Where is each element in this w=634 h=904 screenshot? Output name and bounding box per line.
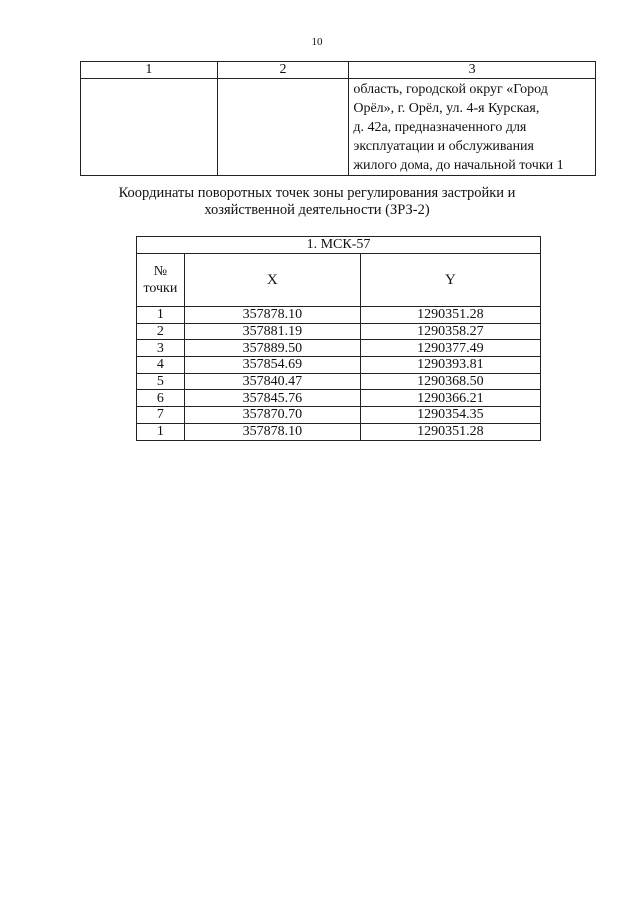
point-number: 3 [137, 340, 185, 357]
table-row [137, 407, 541, 424]
y-header: Y [360, 254, 540, 307]
point-number: 4 [137, 357, 185, 374]
table-row [137, 340, 541, 357]
y-coordinate: 1290351.28 [360, 423, 540, 440]
x-coordinate: 357845.76 [184, 390, 360, 407]
x-coordinate: 357878.10 [184, 423, 360, 440]
point-number-header: № точки [137, 254, 185, 307]
table-row [137, 307, 541, 324]
boundary-description-text: область, городской округ «Город Орёл», г. Орёл, ул. 4-я Курская, д. 42а, предназначенного для эксплуатации и обслуживания жилого дома, до начальной точки 1 [353, 82, 564, 173]
y-coordinate: 1290351.28 [360, 307, 540, 324]
x-coordinate: 357854.69 [184, 357, 360, 374]
continuation-table-header-row [81, 62, 596, 79]
continuation-table-row [81, 79, 596, 176]
continuation-cell-2 [217, 79, 349, 176]
point-number: 5 [137, 373, 185, 390]
table-row [137, 390, 541, 407]
continuation-cell-3 [349, 79, 596, 176]
x-header: X [184, 254, 360, 307]
coordinates-table [136, 236, 541, 441]
table-row [137, 357, 541, 374]
y-coordinate: 1290366.21 [360, 390, 540, 407]
y-coordinate: 1290368.50 [360, 373, 540, 390]
continuation-table [80, 61, 596, 176]
table-row [137, 323, 541, 340]
continuation-cell-1 [81, 79, 218, 176]
point-number: 2 [137, 323, 185, 340]
section-title: Координаты поворотных точек зоны регулирования застройки и хозяйственной деятельности (ЗРЗ-2) [118, 185, 516, 218]
column-header-2: 2 [217, 62, 349, 79]
x-coordinate: 357870.70 [184, 407, 360, 424]
point-number: 6 [137, 390, 185, 407]
y-coordinate: 1290358.27 [360, 323, 540, 340]
x-coordinate: 357881.19 [184, 323, 360, 340]
x-coordinate: 357889.50 [184, 340, 360, 357]
column-header-1: 1 [81, 62, 218, 79]
point-number: 7 [137, 407, 185, 424]
table-row [137, 423, 541, 440]
x-coordinate: 357878.10 [184, 307, 360, 324]
point-number: 1 [137, 307, 185, 324]
column-header-3: 3 [349, 62, 596, 79]
y-coordinate: 1290377.49 [360, 340, 540, 357]
table-row [137, 373, 541, 390]
coordinates-header-row [137, 254, 541, 307]
page-number: 10 [311, 36, 323, 48]
y-coordinate: 1290393.81 [360, 357, 540, 374]
x-coordinate: 357840.47 [184, 373, 360, 390]
y-coordinate: 1290354.35 [360, 407, 540, 424]
coordinate-system-label: 1. МСК-57 [137, 237, 541, 254]
coordinate-system-row [137, 237, 541, 254]
point-number: 1 [137, 423, 185, 440]
